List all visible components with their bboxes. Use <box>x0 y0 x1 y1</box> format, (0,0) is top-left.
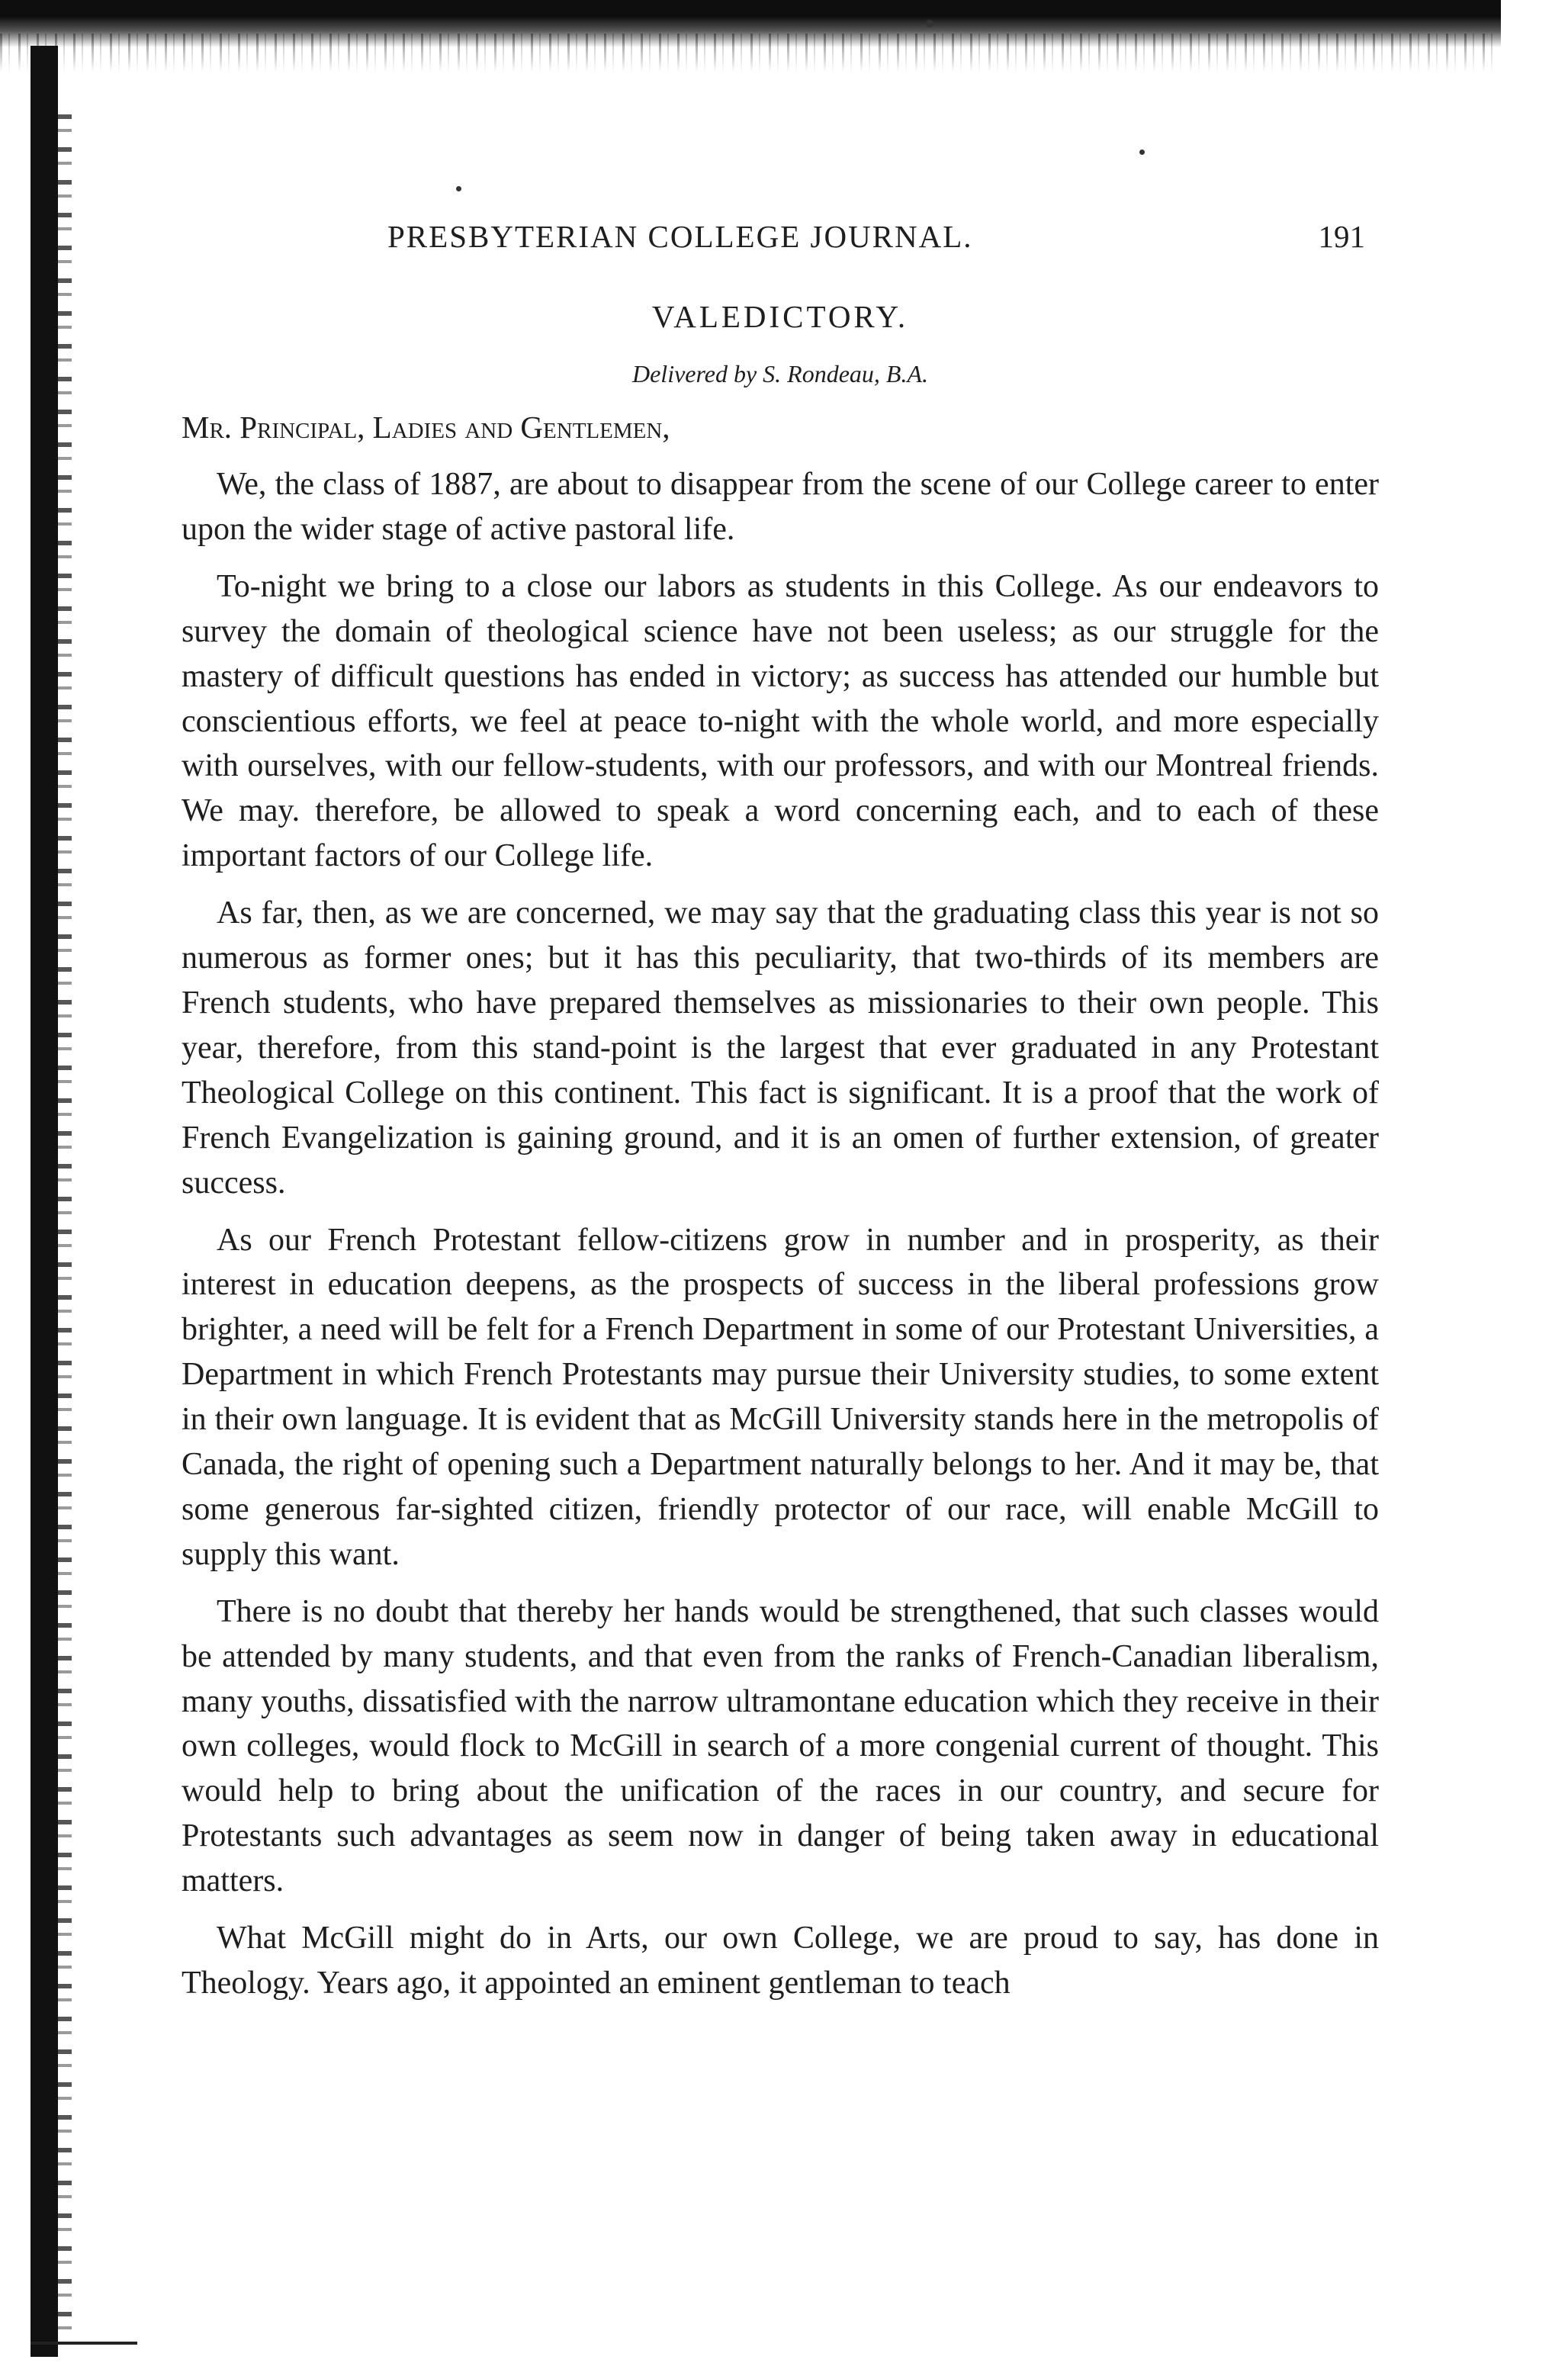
speck <box>456 186 461 191</box>
paragraph: As far, then, as we are concerned, we may say that the graduating class this year is not so numerous as former ones; but it has this peculiarity, that two-thirds of its members are French students, who have prepared themselves as missionaries to their own people. This year, therefore, from this stand-point is the largest that ever graduated in any Protestant Theological College on this continent. This fact is significant. It is a proof that the work of French Evangelization is gaining ground, and it is an omen of further extension, of greater success. <box>182 895 1379 1201</box>
running-head <box>182 206 1379 267</box>
paragraph: As our French Protestant fellow-citizens grow in number and in prosperity, as their interest in education deepens, as the prospects of success in the liberal professions grow brighter, a need will be felt for a French Department in some of our Protestant Universities, a Department in which French Protestants may pursue their University studies, to some extent in their own language. It is evident that as McGill University stands here in the metropolis of Canada, the right of opening such a Department naturally belongs to her. And it may be, that some generous far-sighted citizen, friendly protector of our race, will enable McGill to supply this want. <box>182 1222 1379 1572</box>
scan-edge-left <box>31 46 58 2357</box>
page-number: 191 <box>1318 219 1365 254</box>
paragraph: We, the class of 1887, are about to disappear from the scene of our College career to enter upon the wider stage of active pastoral life. <box>182 467 1379 547</box>
article-byline: Delivered by S. Rondeau, B.A. <box>631 360 928 387</box>
journal-title: PRESBYTERIAN COLLEGE JOURNAL. <box>387 219 973 254</box>
paragraph: To-night we bring to a close our labors as students in this College. As our endeavors to survey the domain of theological science have not been useless; as our struggle for the mastery of difficult questions has ended in victory; as success has attended our humble but conscientious efforts, we feel at peace to-night with the whole world, and more especially with ourselves, with our fellow-students, with our professors, and with our Montreal friends. We may. therefore, be allowed to speak a word concerning each, and to each of these important factors of our College life. <box>182 568 1379 874</box>
scan-noise-left <box>58 114 72 2342</box>
document-page <box>182 206 1379 2006</box>
speck <box>1139 149 1145 155</box>
paragraph: What McGill might do in Arts, our own College, we are proud to say, has done in Theology. Years ago, it appointed an eminent gentleman to teach <box>182 1921 1379 2001</box>
salutation: Mr. Principal, Ladies and Gentlemen, <box>182 410 670 445</box>
article-title: VALEDICTORY. <box>651 299 909 334</box>
speck <box>926 20 933 27</box>
paragraph: There is no doubt that thereby her hands would be strengthened, that such classes would be attended by many students, and that even from the ranks of French-Canadian liberalism, many youths, dissatisfied with the narrow ultramontane education which they receive in their own colleges, would flock to McGill in search of a more congenial current of thought. This would help to bring about the unification of the races in our country, and secure for Protestants such advantages as seem now in danger of being taken away in educational matters. <box>182 1593 1379 1899</box>
scan-noise-top <box>0 34 1501 72</box>
scan-edge-bottom <box>31 2342 137 2345</box>
